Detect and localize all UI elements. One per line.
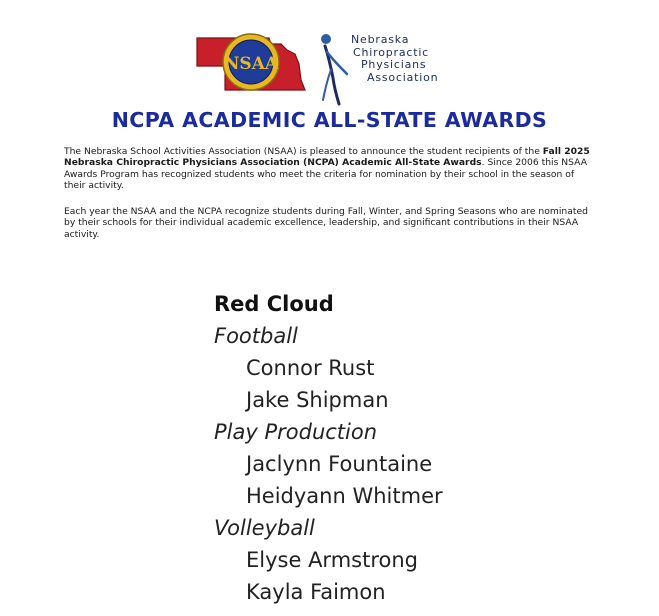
- awards-list: [214, 288, 443, 608]
- ncpa-figure-icon: [317, 30, 351, 106]
- intro-p1-text-a: The Nebraska School Activities Association (NSAA) is pleased to announce the student recipients of the: [64, 146, 543, 157]
- ncpa-logo: [317, 28, 477, 108]
- ncpa-line-physicians: Physicians: [361, 58, 427, 71]
- ncpa-line-chiropractic: Chiropractic: [353, 45, 430, 59]
- sport-heading: Volleyball: [214, 516, 315, 540]
- intro-p1-bold: Fall 2025 Nebraska Chiropractic Physicians Association (NCPA) Academic All-State Awards: [64, 146, 590, 169]
- student-name: Heidyann Whitmer: [246, 484, 443, 508]
- student-name: Jaclynn Fountaine: [246, 452, 433, 476]
- intro-paragraph-2: Each year the NSAA and the NCPA recognize students during Fall, Winter, and Spring Seasons who are nominated by their schools for their individual academic excellence, leadership, and significant contributions in their NSAA activity.: [64, 206, 588, 240]
- intro-p1-text-b: . Since 2006 this NSAA Awards Program has recognized students who meet the criteria for nomination by their school in the season of their activity.: [64, 157, 588, 192]
- ncpa-line-association: Association: [367, 70, 439, 84]
- student-name: Kayla Faimon: [246, 580, 386, 604]
- page-title: NCPA ACADEMIC ALL-STATE AWARDS: [111, 108, 548, 132]
- ncpa-line-nebraska: Nebraska: [351, 33, 410, 46]
- student-name: Elyse Armstrong: [246, 548, 418, 572]
- school-name: Red Cloud: [214, 292, 334, 316]
- nsaa-logo: [195, 24, 307, 96]
- nsaa-initials: NSAA: [223, 54, 279, 74]
- sport-heading: Football: [214, 324, 298, 348]
- header-logos: [195, 14, 485, 98]
- student-name: Jake Shipman: [246, 388, 389, 412]
- sport-heading: Play Production: [214, 420, 378, 444]
- intro-paragraph-1: [64, 146, 594, 192]
- ncpa-wordmark: [351, 34, 438, 84]
- student-name: Connor Rust: [246, 356, 375, 380]
